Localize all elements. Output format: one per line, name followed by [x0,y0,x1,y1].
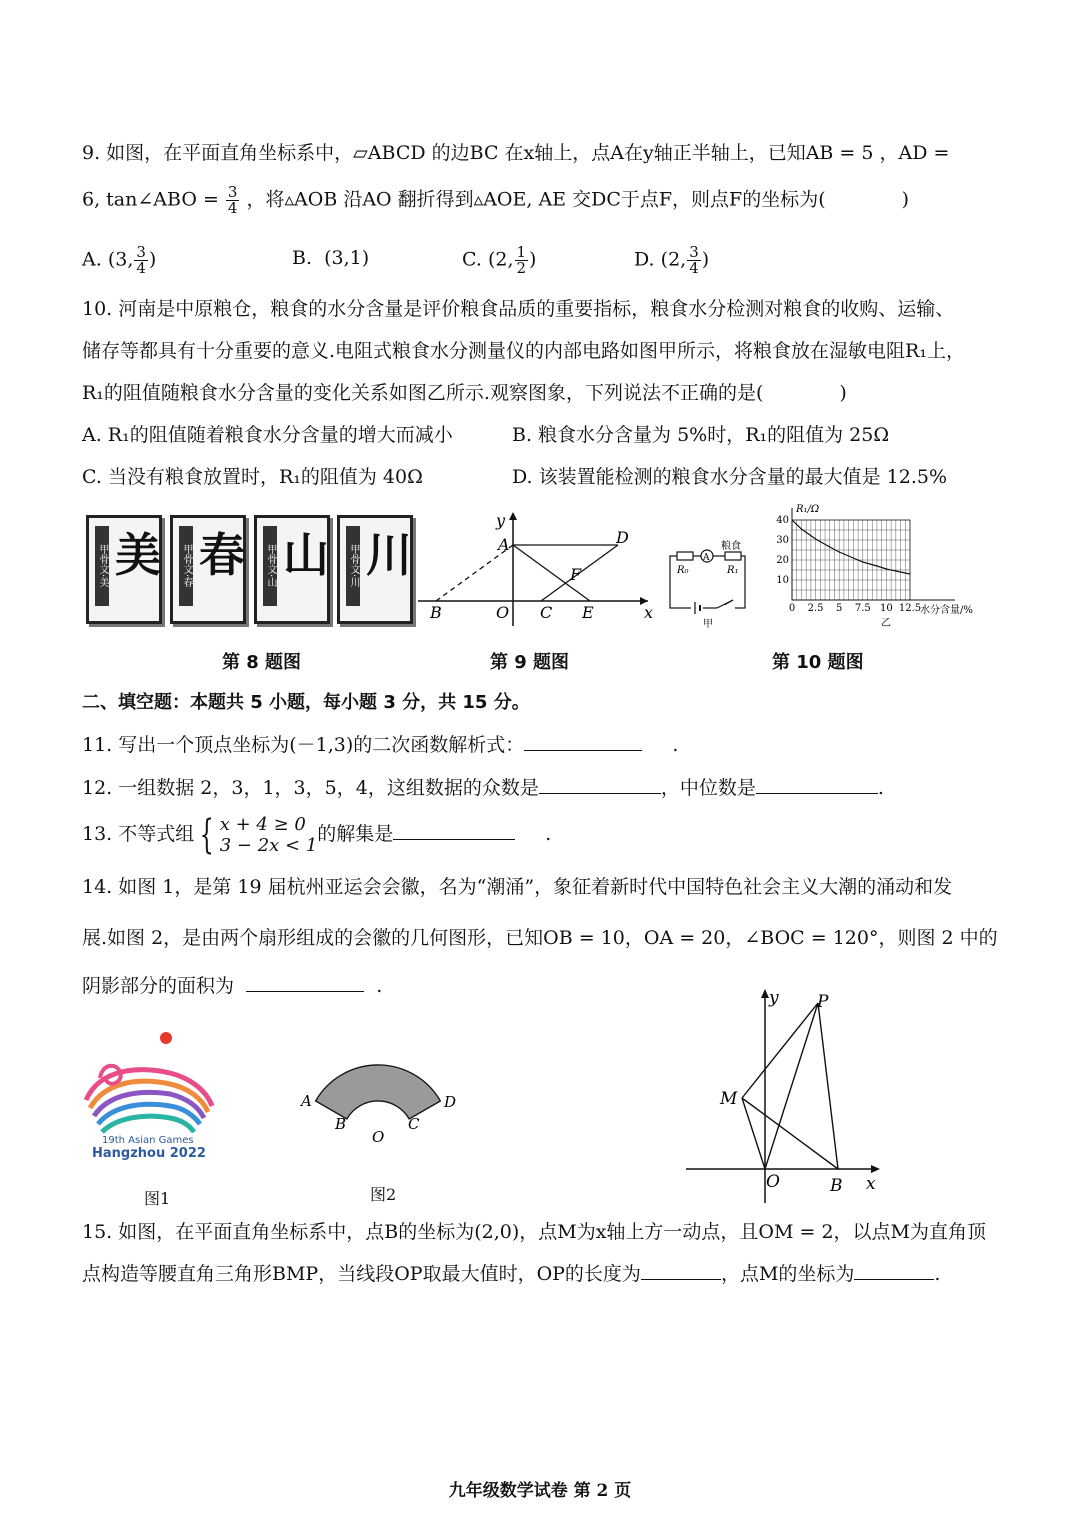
chart-grid [792,520,910,600]
fig15-label-x: x [866,1174,876,1194]
fig2-label-d: D [444,1093,457,1111]
q9-option-d: D. (2, $\frac{3}{4}$ ) [634,243,710,277]
q12-mode-blank [539,775,661,794]
fig15-diagram [680,985,890,1205]
q11: 11. 写出一个顶点坐标为(－1,3)的二次函数解析式： . [82,734,679,756]
q14-answer-blank [246,973,364,992]
fig9-label-y: y [496,511,506,530]
fig2-label-b: B [335,1115,347,1133]
q15-m-blank [854,1261,934,1280]
fig15-label-b: B [830,1176,843,1196]
q9-option-c: C. (2, $\frac{1}{2}$ ) [462,243,537,277]
chart-x-tick-label: 5 [836,603,843,614]
fig9-label-b: B [430,603,442,622]
circuit-grain: 粮食 [721,541,741,552]
page-footer: 九年级数学试卷 第 2 页 [448,1481,632,1501]
q13-answer-blank [393,821,515,840]
oracle-card-4: 甲骨文·川 川 [337,515,413,624]
q10-option-b: B. 粮食水分含量为 5%时，R₁的阻值为 25Ω [512,424,890,446]
caption-fig1: 图1 [144,1189,171,1208]
q9-line2-a: 6, tan∠ABO = [82,188,219,211]
caption-fig2: 图2 [370,1185,397,1204]
oracle-card-2: 甲骨文·春 春 [170,515,246,624]
fig2-label-a: A [301,1092,312,1110]
fig2-label-o: O [372,1128,385,1146]
chart-x-tick-label: 12.5 [898,603,922,614]
q9-line2 [82,185,909,216]
caption-fig9: 第 9 题图 [490,652,570,673]
fig9-label-f: F [570,565,582,584]
chart-x-tick-label: 7.5 [854,603,871,614]
q14-line1: 14. 如图 1，是第 19 届杭州亚运会会徽，名为“潮涌”，象征着新时代中国特色社会主义大潮的涌动和发 [82,876,953,898]
q14-line2: 展.如图 2，是由两个扇形组成的会徽的几何图形，已知OB = 10，OA = 20，∠BOC = 120°，则图 2 中的 [82,927,998,949]
logo-line1: 19th Asian Games [102,1135,194,1146]
circuit-ammeter: A [703,553,710,563]
fig9-label-o: O [496,603,510,622]
fig10-circuit [665,538,755,630]
chart-caption: 乙 [881,618,891,629]
fig15-label-o: O [766,1172,780,1192]
section-2-title: 二、填空题：本题共 5 小题，每小题 3 分，共 15 分。 [82,692,530,713]
fig15-label-y: y [769,988,779,1008]
chart-axes [792,508,955,600]
oracle-card-1: 甲骨文·美 美 [86,515,162,624]
chart-series-r1 [792,520,910,574]
caption-fig8: 第 8 题图 [222,652,302,673]
oracle-card-3: 甲骨文·山 山 [254,515,330,624]
fig15-label-p: P [817,992,829,1012]
q14-line3: 阴影部分的面积为 . [82,975,383,997]
chart-x-tick-label: 2.5 [807,603,824,614]
fig9-label-d: D [616,528,629,547]
q9-option-a: A. (3, $\frac{3}{4}$ ) [82,243,157,277]
q9-line1: 9. 如图，在平面直角坐标系中，▱ABCD 的边BC 在x轴上，点A在y轴正半轴上，已知AB = 5 ，AD = [82,142,950,164]
chart-ylabel: R₁/Ω [796,504,820,515]
q10-option-d: D. 该装置能检测的粮食水分含量的最大值是 12.5% [512,466,948,488]
q15-line2: 点构造等腰直角三角形BMP，当线段OP取最大值时，OP的长度为 ，点M的坐标为 . [82,1263,941,1285]
q10-line2: 储存等都具有十分重要的意义.电阻式粮食水分测量仪的内部电路如图甲所示，将粮食放在湿敏电阻R₁上， [82,340,965,362]
fig15-label-m: M [720,1089,738,1109]
fig9-label-a: A [498,535,510,554]
q9-line2-b: ，将▵AOB 沿AO 翻折得到▵AOE, AE 交DC于点F，则点F的坐标为( ) [246,188,910,211]
caption-fig10: 第 10 题图 [772,652,864,673]
q12: 12. 一组数据 2，3，1，3，5，4，这组数据的众数是 ，中位数是 . [82,777,884,799]
fig10-chart [770,500,995,630]
q15-line1: 15. 如图，在平面直角坐标系中，点B的坐标为(2,0)，点M为x轴上方一动点，且OM = 2，以点M为直角顶 [82,1221,987,1243]
chart-x-tick-label: 10 [880,603,893,614]
circuit-r1: R₁ [727,565,739,576]
asian-games-logo [80,1028,220,1163]
chart-x-tick-label: 0 [788,603,796,614]
q9-option-b: B. (3,1) [292,247,370,269]
q9-tan-fraction: $\frac{3}{4}$ [227,183,238,217]
q11-answer-blank [524,732,642,751]
fig9-diagram [418,508,658,628]
chart-y-tick-label: 20 [776,555,789,566]
q10-line3: R₁的阻值随粮食水分含量的变化关系如图乙所示.观察图象，下列说法不正确的是( ) [82,382,847,404]
chart-y-tick-label: 10 [776,575,789,586]
fig2-label-c: C [408,1115,420,1133]
circuit-r0: R₀ [677,565,689,576]
q12-median-blank [756,775,878,794]
q10-option-a: A. R₁的阻值随着粮食水分含量的增大而减小 [82,424,453,446]
q10-line1: 10. 河南是中原粮仓，粮食的水分含量是评价粮食品质的重要指标，粮食水分检测对粮食的收购、运输、 [82,298,955,320]
fig2-sector-diagram [295,1040,465,1150]
fig9-label-x: x [644,603,654,622]
fig9-label-e: E [582,603,594,622]
q13: 13. 不等式组 { x + 4 ≥ 0 3 − 2x < 1 的解集是 . [82,812,552,858]
q10-option-c: C. 当没有粮食放置时，R₁的阻值为 40Ω [82,466,423,488]
chart-xlabel: 水分含量/% [920,605,973,616]
fig9-label-c: C [540,603,553,622]
logo-line2: Hangzhou 2022 [92,1146,206,1161]
q15-op-blank [641,1261,721,1280]
circuit-caption: 甲 [703,619,713,630]
chart-y-tick-label: 40 [776,515,789,526]
chart-y-tick-label: 30 [776,535,789,546]
